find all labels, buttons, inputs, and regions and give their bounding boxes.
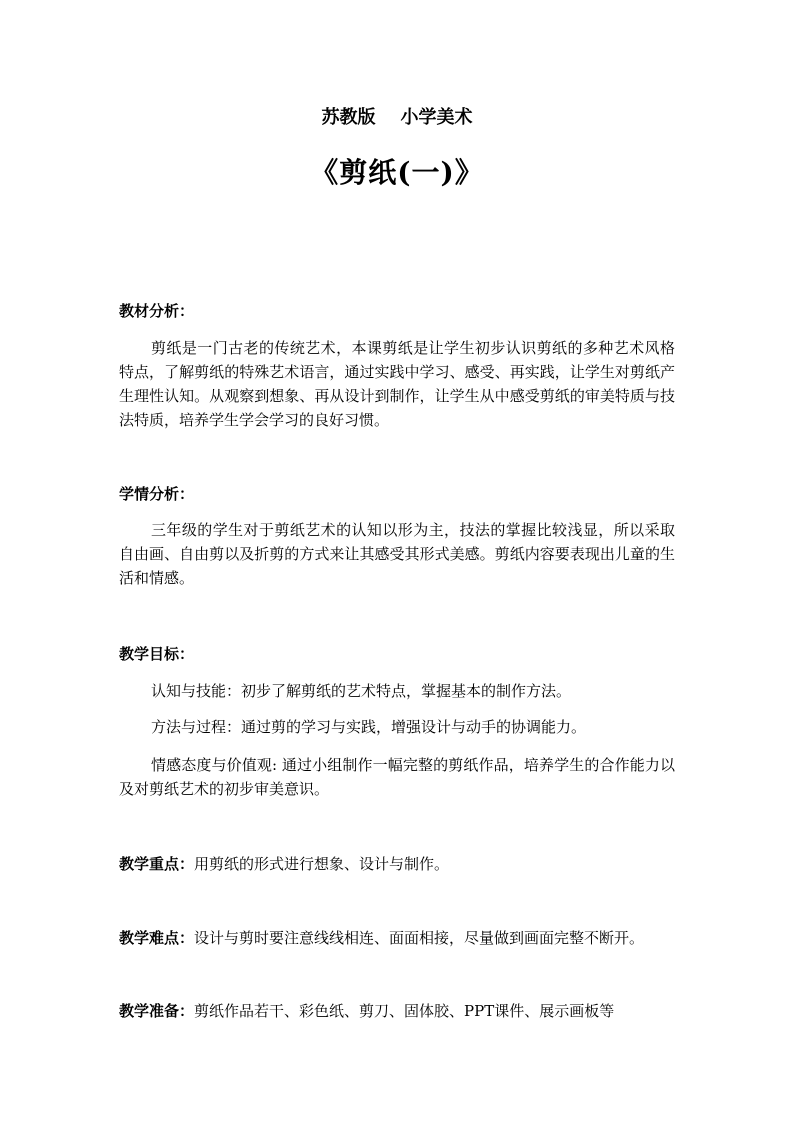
- preparation-line: [119, 999, 709, 1023]
- learner-analysis-text: 三年级的学生对于剪纸艺术的认知以形为主，技法的掌握比较浅显，所以采取自由画、自由剪以及折剪的方式来让其感受其形式美感。剪纸内容要表现出儿童的生活和情感。: [119, 521, 675, 587]
- material-analysis-text: 剪纸是一门古老的传统艺术，本课剪纸是让学生初步认识剪纸的多种艺术风格特点，了解剪纸的特殊艺术语言，通过实践中学习、感受、再实践，让学生对剪纸产生理性认知。从观察到想象、再从设计到制作，让学生从中感受剪纸的审美特质与技法特质，培养学生学会学习的良好习惯。: [119, 339, 675, 429]
- difficulty-text: 设计与剪时要注意线线相连、面面相接，尽量做到画面完整不断开。: [194, 929, 645, 947]
- document-subtitle: 苏教版 小学美术: [321, 107, 473, 128]
- learner-analysis-heading: 学情分析：: [119, 485, 195, 503]
- key-point-line: [119, 852, 709, 876]
- objective-item: 认知与技能：初步了解剪纸的艺术特点，掌握基本的制作方法。: [151, 682, 572, 700]
- material-analysis-heading: 教材分析：: [119, 302, 195, 320]
- objective-item: 方法与过程：通过剪的学习与实践，增强设计与动手的协调能力。: [151, 718, 587, 736]
- difficulty-label: 教学难点：: [119, 929, 195, 947]
- preparation-text: 剪纸作品若干、彩色纸、剪刀、固体胶、PPT课件、展示画板等: [194, 1002, 615, 1020]
- document-title: 《剪纸(一)》: [310, 156, 484, 189]
- preparation-label: 教学准备：: [119, 1002, 195, 1020]
- difficulty-line: [119, 926, 709, 950]
- objective-item: 情感态度与价值观: 通过小组制作一幅完整的剪纸作品，培养学生的合作能力以及对剪纸艺术的初步审美意识。: [119, 756, 675, 798]
- teaching-objectives-heading: 教学目标：: [119, 645, 195, 663]
- key-point-text: 用剪纸的形式进行想象、设计与制作。: [194, 855, 450, 873]
- key-point-label: 教学重点：: [119, 855, 195, 873]
